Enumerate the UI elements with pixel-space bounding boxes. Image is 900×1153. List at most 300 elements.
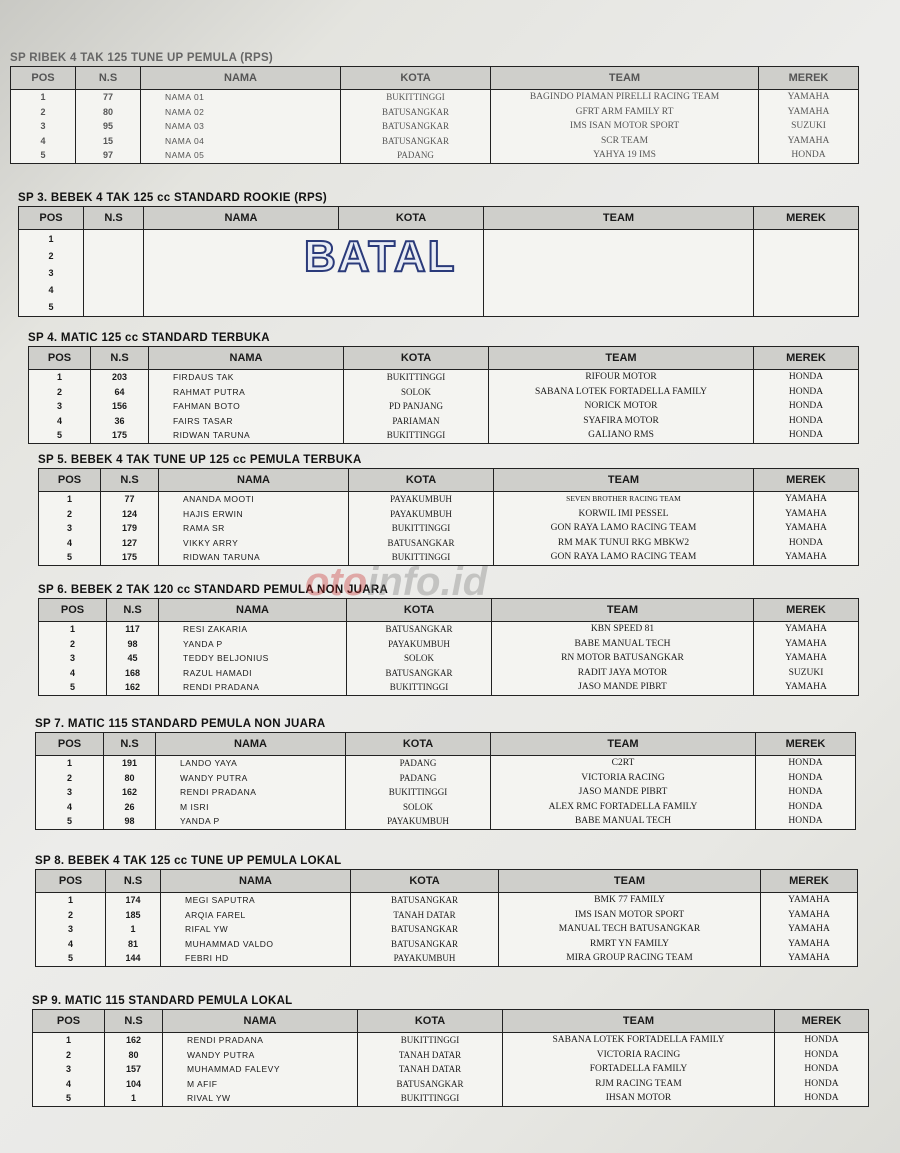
header-ns: N.S (104, 733, 156, 756)
header-team: TEAM (491, 733, 756, 756)
cell-team: YAHYA 19 IMS (491, 148, 759, 163)
cell-kota: PARIAMAN (344, 414, 489, 429)
header-nama: NAMA (159, 599, 347, 622)
cell-merek: HONDA (775, 1077, 869, 1092)
table-row (19, 230, 859, 317)
cell-ns: 168 (107, 666, 159, 681)
header-ns: N.S (91, 347, 149, 370)
cell-team: BAGINDO PIAMAN PIRELLI RACING TEAM (491, 90, 759, 105)
cell-team: KBN SPEED 81 (492, 622, 754, 637)
header-ns: N.S (84, 207, 144, 230)
table-row (11, 134, 859, 149)
header-kota: KOTA (358, 1010, 503, 1033)
cell-merek: HONDA (756, 756, 856, 771)
cell-kota: BATUSANGKAR (351, 922, 499, 937)
cell-pos: 5 (33, 1091, 105, 1106)
cell-kota: TANAH DATAR (358, 1062, 503, 1077)
cell-nama: M AFIF (163, 1077, 358, 1092)
cell-kota: BUKITTINGGI (344, 428, 489, 443)
cell-pos: 1 (36, 893, 106, 908)
header-merek: MEREK (761, 870, 858, 893)
cell-ns: 77 (101, 492, 159, 507)
cell-pos: 5 (11, 148, 76, 163)
header-nama: NAMA (159, 469, 349, 492)
header-pos: POS (19, 207, 84, 230)
cell-ns: 191 (104, 756, 156, 771)
cell-merek: YAMAHA (754, 521, 859, 536)
table-row (29, 428, 859, 443)
cell-kota: TANAH DATAR (358, 1048, 503, 1063)
cell-ns: 179 (101, 521, 159, 536)
cell-nama: ANANDA MOOTI (159, 492, 349, 507)
cell-nama: MUHAMMAD VALDO (161, 937, 351, 952)
cell-nama: MUHAMMAD FALEVY (163, 1062, 358, 1077)
cell-merek: YAMAHA (754, 492, 859, 507)
cell-ns: 175 (91, 428, 149, 443)
results-section-sp8 (35, 853, 857, 967)
cell-pos: 2 (36, 771, 104, 786)
cell-merek: YAMAHA (754, 651, 859, 666)
cell-nama: RIFAL YW (161, 922, 351, 937)
cell-pos: 3 (39, 651, 107, 666)
cell-ns (84, 230, 144, 317)
cell-merek: YAMAHA (759, 105, 859, 120)
table-row (11, 105, 859, 120)
cell-ns: 1 (105, 1091, 163, 1106)
cell-kota: BUKITTINGGI (358, 1033, 503, 1048)
cell-ns: 127 (101, 536, 159, 551)
cell-kota: TANAH DATAR (351, 908, 499, 923)
cell-kota: PAYAKUMBUH (349, 507, 494, 522)
cell-kota: BATUSANGKAR (341, 134, 491, 149)
cell-merek: HONDA (775, 1062, 869, 1077)
cell-ns: 98 (104, 814, 156, 829)
table-row (36, 922, 858, 937)
section-title: SP 5. BEBEK 4 TAK TUNE UP 125 cc PEMULA TERBUKA (38, 454, 362, 466)
cell-pos: 3 (36, 922, 106, 937)
cell-nama: NAMA 03 (141, 119, 341, 134)
cell-merek: YAMAHA (761, 908, 858, 923)
cell-team: VICTORIA RACING (491, 771, 756, 786)
table-header-row (11, 67, 859, 90)
cell-pos: 5 (39, 680, 107, 695)
cell-team: KORWIL IMI PESSEL (494, 507, 754, 522)
cell-nama: YANDA P (156, 814, 346, 829)
table-header-row (39, 469, 859, 492)
table-row (39, 492, 859, 507)
cell-team: IHSAN MOTOR (503, 1091, 775, 1106)
table-row (36, 756, 856, 771)
cell-pos: 3 (36, 785, 104, 800)
header-team: TEAM (489, 347, 754, 370)
cell-merek: HONDA (754, 385, 859, 400)
cell-pos: 2 (11, 105, 76, 120)
cell-kota: PADANG (346, 756, 491, 771)
pos-2: 2 (48, 250, 54, 261)
header-kota: KOTA (344, 347, 489, 370)
cell-pos: 3 (39, 521, 101, 536)
cell-kota: BATUSANGKAR (347, 666, 492, 681)
cell-team: RM MAK TUNUI RKG MBKW2 (494, 536, 754, 551)
cell-pos: 5 (36, 951, 106, 966)
section-title: SP 7. MATIC 115 STANDARD PEMULA NON JUARA (35, 718, 326, 730)
cell-kota: BUKITTINGGI (341, 90, 491, 105)
watermark-brand: oto (305, 560, 368, 604)
cell-kota: BUKITTINGGI (347, 680, 492, 695)
cell-nama: NAMA 04 (141, 134, 341, 149)
header-team: TEAM (494, 469, 754, 492)
results-table (18, 206, 859, 317)
header-ns: N.S (105, 1010, 163, 1033)
cell-kota: SOLOK (346, 800, 491, 815)
cell-pos: 1 (39, 492, 101, 507)
results-table (10, 66, 859, 164)
header-team: TEAM (499, 870, 761, 893)
cell-team: BMK 77 FAMILY (499, 893, 761, 908)
header-team: TEAM (491, 67, 759, 90)
cell-pos: 4 (36, 937, 106, 952)
cell-nama: M ISRI (156, 800, 346, 815)
header-kota: KOTA (346, 733, 491, 756)
cell-ns: 174 (106, 893, 161, 908)
cell-pos: 1 (11, 90, 76, 105)
table-row (39, 622, 859, 637)
results-section-sp3 (18, 190, 858, 317)
header-kota: KOTA (349, 469, 494, 492)
cell-ns: 26 (104, 800, 156, 815)
cell-team: RMRT YN FAMILY (499, 937, 761, 952)
cell-kota: BATUSANGKAR (351, 937, 499, 952)
table-row (11, 90, 859, 105)
cell-team: ALEX RMC FORTADELLA FAMILY (491, 800, 756, 815)
cell-kota: SOLOK (347, 651, 492, 666)
cell-merek: HONDA (756, 814, 856, 829)
cell-nama: VIKKY ARRY (159, 536, 349, 551)
header-merek: MEREK (775, 1010, 869, 1033)
cell-pos: 4 (11, 134, 76, 149)
cell-pos-list (19, 230, 84, 317)
cell-pos: 1 (29, 370, 91, 385)
cell-ns: 77 (76, 90, 141, 105)
cell-team: BABE MANUAL TECH (492, 637, 754, 652)
cell-team: GFRT ARM FAMILY RT (491, 105, 759, 120)
cell-nama: TEDDY BELJONIUS (159, 651, 347, 666)
cell-ns: 95 (76, 119, 141, 134)
cell-merek: YAMAHA (761, 922, 858, 937)
header-nama: NAMA (156, 733, 346, 756)
header-pos: POS (29, 347, 91, 370)
cell-nama: RAMA SR (159, 521, 349, 536)
cell-team: RADIT JAYA MOTOR (492, 666, 754, 681)
cell-nama: RIVAL YW (163, 1091, 358, 1106)
cell-pos: 4 (33, 1077, 105, 1092)
cell-pos: 5 (29, 428, 91, 443)
cell-merek: YAMAHA (754, 507, 859, 522)
cell-merek: HONDA (754, 370, 859, 385)
table-row (36, 951, 858, 966)
header-team: TEAM (492, 599, 754, 622)
cell-nama: LANDO YAYA (156, 756, 346, 771)
header-merek: MEREK (754, 207, 859, 230)
table-row (39, 507, 859, 522)
table-header-row (19, 207, 859, 230)
cell-nama: RAZUL HAMADI (159, 666, 347, 681)
section-title: SP 8. BEBEK 4 TAK 125 cc TUNE UP PEMULA LOKAL (35, 855, 342, 867)
table-row (11, 119, 859, 134)
cell-merek (754, 230, 859, 317)
cell-ns: 162 (107, 680, 159, 695)
cell-merek: YAMAHA (754, 637, 859, 652)
cell-nama: FAIRS TASAR (149, 414, 344, 429)
cell-ns: 185 (106, 908, 161, 923)
table-row (33, 1048, 869, 1063)
cell-nama: RAHMAT PUTRA (149, 385, 344, 400)
cell-kota: BATUSANGKAR (341, 119, 491, 134)
cell-merek: YAMAHA (754, 622, 859, 637)
cell-kota: BUKITTINGGI (344, 370, 489, 385)
cell-kota: PAYAKUMBUH (349, 492, 494, 507)
cell-nama: RENDI PRADANA (163, 1033, 358, 1048)
cell-merek: HONDA (775, 1048, 869, 1063)
cell-kota: PD PANJANG (344, 399, 489, 414)
cell-nama: MEGI SAPUTRA (161, 893, 351, 908)
table-row (29, 414, 859, 429)
cell-nama: WANDY PUTRA (163, 1048, 358, 1063)
cell-kota: BATUSANGKAR (349, 536, 494, 551)
pos-3: 3 (48, 267, 54, 278)
cell-merek: YAMAHA (761, 951, 858, 966)
header-kota: KOTA (341, 67, 491, 90)
cell-team: SABANA LOTEK FORTADELLA FAMILY (503, 1033, 775, 1048)
cell-pos: 2 (36, 908, 106, 923)
table-row (39, 521, 859, 536)
cell-merek: YAMAHA (754, 680, 859, 695)
cell-nama: WANDY PUTRA (156, 771, 346, 786)
header-nama: NAMA (161, 870, 351, 893)
watermark-logo (305, 560, 487, 605)
results-table (32, 1009, 869, 1107)
cell-team: BABE MANUAL TECH (491, 814, 756, 829)
cell-kota: BUKITTINGGI (349, 521, 494, 536)
header-pos: POS (36, 870, 106, 893)
results-section-sp4 (28, 330, 858, 444)
cell-kota: BATUSANGKAR (347, 622, 492, 637)
header-kota: KOTA (351, 870, 499, 893)
cell-merek: HONDA (756, 771, 856, 786)
cell-merek: YAMAHA (759, 90, 859, 105)
cell-nama: RIDWAN TARUNA (149, 428, 344, 443)
table-header-row (36, 733, 856, 756)
cell-kota: BATUSANGKAR (351, 893, 499, 908)
cell-pos: 1 (33, 1033, 105, 1048)
section-title: SP 3. BEBEK 4 TAK 125 cc STANDARD ROOKIE (RPS) (18, 192, 328, 204)
cell-nama: NAMA 02 (141, 105, 341, 120)
cell-merek: HONDA (756, 800, 856, 815)
cell-ns: 15 (76, 134, 141, 149)
table-row (29, 370, 859, 385)
header-pos: POS (11, 67, 76, 90)
results-table (35, 869, 858, 967)
cell-merek: YAMAHA (759, 134, 859, 149)
results-table (28, 346, 859, 444)
cell-team: C2RT (491, 756, 756, 771)
table-row (29, 385, 859, 400)
cell-team: NORICK MOTOR (489, 399, 754, 414)
header-pos: POS (36, 733, 104, 756)
cell-nama: YANDA P (159, 637, 347, 652)
table-row (36, 893, 858, 908)
results-section-sp2 (10, 50, 858, 164)
results-section-sp7 (35, 716, 855, 830)
cell-merek: HONDA (756, 785, 856, 800)
cell-nama: FIRDAUS TAK (149, 370, 344, 385)
cell-ns: 64 (91, 385, 149, 400)
cell-ns: 156 (91, 399, 149, 414)
cell-pos: 3 (33, 1062, 105, 1077)
header-merek: MEREK (754, 347, 859, 370)
cell-merek: YAMAHA (761, 893, 858, 908)
cell-nama: RENDI PRADANA (159, 680, 347, 695)
cell-pos: 2 (39, 507, 101, 522)
cell-ns: 203 (91, 370, 149, 385)
cell-merek: HONDA (775, 1033, 869, 1048)
cell-ns: 162 (104, 785, 156, 800)
table-row (39, 666, 859, 681)
cell-merek: YAMAHA (761, 937, 858, 952)
cell-kota: SOLOK (344, 385, 489, 400)
table-row (39, 536, 859, 551)
cell-team: MIRA GROUP RACING TEAM (499, 951, 761, 966)
cell-nama: RESI ZAKARIA (159, 622, 347, 637)
pos-1: 1 (48, 233, 54, 244)
cell-kota: PADANG (346, 771, 491, 786)
table-row (11, 148, 859, 163)
cell-merek: HONDA (754, 428, 859, 443)
cell-ns: 157 (105, 1062, 163, 1077)
results-table (38, 598, 859, 696)
cell-pos: 4 (29, 414, 91, 429)
cell-team (484, 230, 754, 317)
section-title: SP RIBEK 4 TAK 125 TUNE UP PEMULA (RPS) (10, 52, 274, 64)
cell-merek: HONDA (754, 414, 859, 429)
cell-team: RIFOUR MOTOR (489, 370, 754, 385)
header-ns: N.S (101, 469, 159, 492)
cell-merek: SUZUKI (754, 666, 859, 681)
cell-pos: 5 (39, 550, 101, 565)
header-ns: N.S (106, 870, 161, 893)
batal-cell (144, 230, 484, 317)
cell-merek: HONDA (754, 399, 859, 414)
header-pos: POS (39, 469, 101, 492)
table-row (36, 800, 856, 815)
cell-team: IMS ISAN MOTOR SPORT (491, 119, 759, 134)
section-title: SP 4. MATIC 125 cc STANDARD TERBUKA (28, 332, 270, 344)
header-merek: MEREK (756, 733, 856, 756)
cell-kota: BUKITTINGGI (349, 550, 494, 565)
cell-nama: ARQIA FAREL (161, 908, 351, 923)
table-row (39, 680, 859, 695)
batal-stamp: BATAL (304, 232, 457, 281)
watermark-suffix: info.id (367, 560, 488, 604)
cell-nama: FAHMAN BOTO (149, 399, 344, 414)
cell-pos: 1 (36, 756, 104, 771)
cell-team: JASO MANDE PIBRT (491, 785, 756, 800)
cell-team: VICTORIA RACING (503, 1048, 775, 1063)
cell-ns: 104 (105, 1077, 163, 1092)
table-row (39, 651, 859, 666)
table-row (29, 399, 859, 414)
cell-ns: 98 (107, 637, 159, 652)
cell-team: MANUAL TECH BATUSANGKAR (499, 922, 761, 937)
table-row (36, 937, 858, 952)
cell-team: SEVEN BROTHER RACING TEAM (494, 492, 754, 507)
table-row (33, 1091, 869, 1106)
cell-pos: 4 (39, 666, 107, 681)
cell-kota: BATUSANGKAR (341, 105, 491, 120)
cell-nama: NAMA 01 (141, 90, 341, 105)
table-row (33, 1077, 869, 1092)
header-nama: NAMA (149, 347, 344, 370)
header-team: TEAM (503, 1010, 775, 1033)
results-table (38, 468, 859, 566)
table-row (33, 1033, 869, 1048)
cell-pos: 3 (29, 399, 91, 414)
cell-kota: PADANG (341, 148, 491, 163)
results-section-sp5 (38, 452, 858, 566)
cell-team: SABANA LOTEK FORTADELLA FAMILY (489, 385, 754, 400)
table-row (36, 908, 858, 923)
cell-kota: PAYAKUMBUH (351, 951, 499, 966)
header-ns: N.S (107, 599, 159, 622)
header-nama: NAMA (144, 207, 339, 230)
cell-pos: 3 (11, 119, 76, 134)
header-nama: NAMA (141, 67, 341, 90)
table-header-row (36, 870, 858, 893)
cell-merek: HONDA (754, 536, 859, 551)
cell-ns: 36 (91, 414, 149, 429)
pos-4: 4 (48, 284, 54, 295)
cell-pos: 2 (29, 385, 91, 400)
cell-team: SCR TEAM (491, 134, 759, 149)
cell-ns: 80 (76, 105, 141, 120)
cell-kota: PAYAKUMBUH (347, 637, 492, 652)
cell-kota: BUKITTINGGI (346, 785, 491, 800)
pos-5: 5 (48, 301, 54, 312)
cell-ns: 80 (105, 1048, 163, 1063)
results-table (35, 732, 856, 830)
cell-ns: 175 (101, 550, 159, 565)
cell-team: GALIANO RMS (489, 428, 754, 443)
cell-nama: RENDI PRADANA (156, 785, 346, 800)
cell-pos: 2 (33, 1048, 105, 1063)
header-merek: MEREK (759, 67, 859, 90)
cell-ns: 97 (76, 148, 141, 163)
cell-ns: 45 (107, 651, 159, 666)
cell-merek: HONDA (775, 1091, 869, 1106)
header-kota: KOTA (347, 599, 492, 622)
cell-team: FORTADELLA FAMILY (503, 1062, 775, 1077)
cell-ns: 162 (105, 1033, 163, 1048)
cell-merek: SUZUKI (759, 119, 859, 134)
cell-ns: 117 (107, 622, 159, 637)
cell-pos: 4 (36, 800, 104, 815)
cell-nama: FEBRI HD (161, 951, 351, 966)
cell-ns: 80 (104, 771, 156, 786)
table-header-row (33, 1010, 869, 1033)
cell-pos: 1 (39, 622, 107, 637)
header-team: TEAM (484, 207, 754, 230)
cell-nama: HAJIS ERWIN (159, 507, 349, 522)
